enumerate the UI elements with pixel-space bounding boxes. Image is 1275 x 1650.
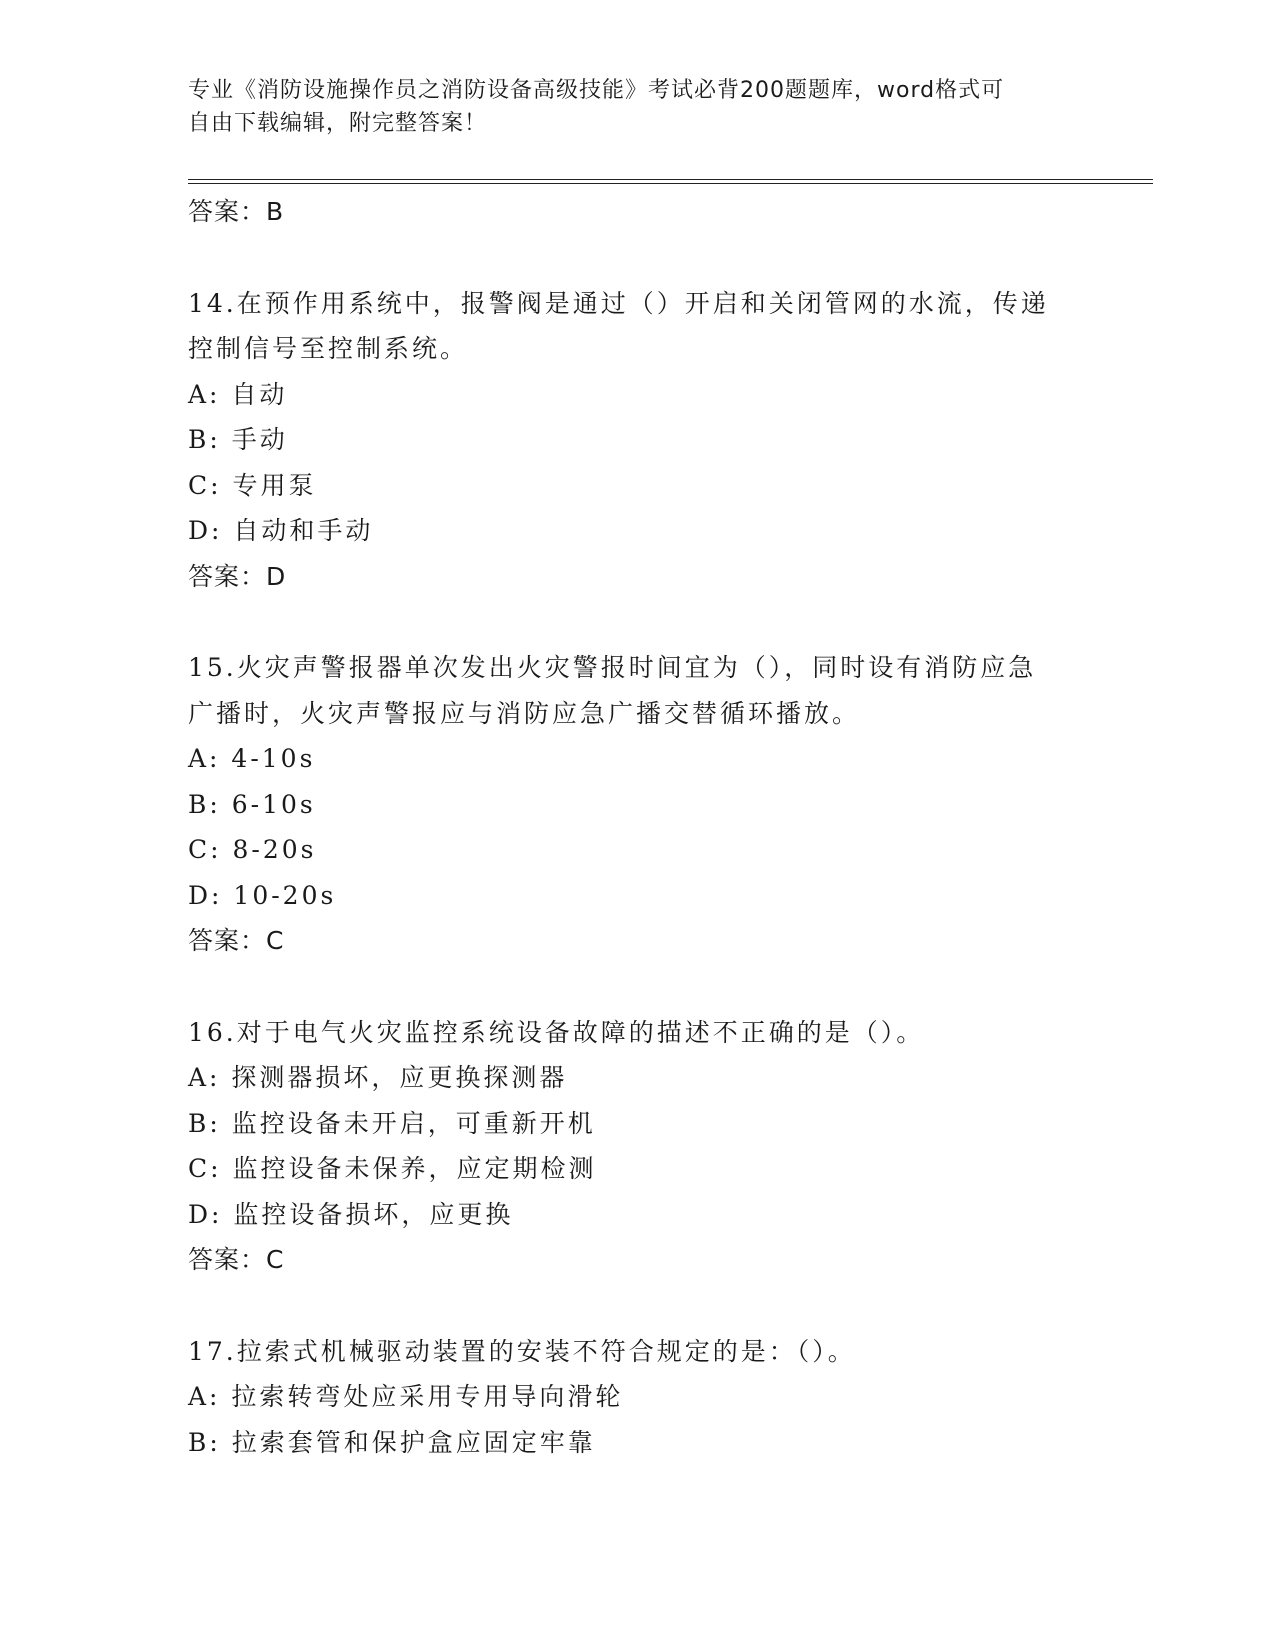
text-line: B: 监控设备未开启，可重新开机	[188, 1108, 596, 1138]
text-line: D: 监控设备损坏，应更换	[188, 1199, 514, 1229]
text-line: 17.拉索式机械驱动装置的安装不符合规定的是：（）。	[188, 1336, 856, 1366]
text-line: D: 10-20s	[188, 880, 337, 910]
text-line: C: 8-20s	[188, 835, 317, 864]
header-rule-top	[188, 179, 1153, 180]
answer-line: 答案：B	[188, 197, 285, 226]
header-line-2: 自由下载编辑，附完整答案！	[188, 111, 488, 136]
header-rule-bottom	[188, 183, 1153, 184]
spacer	[188, 235, 1088, 281]
answer-line: 答案：C	[188, 1245, 285, 1274]
text-line: 15.火灾声警报器单次发出火灾警报时间宜为（），同时设有消防应急	[188, 653, 1037, 682]
text-line: B: 拉索套管和保护盒应固定牢靠	[188, 1427, 596, 1457]
text-line: A: 探测器损坏，应更换探测器	[188, 1063, 568, 1092]
text-line: 控制信号至控制系统。	[188, 334, 469, 363]
header-line-1: 专业《消防设施操作员之消防设备高级技能》考试必背200题题库，word格式可	[188, 78, 1005, 103]
text-line: C: 专用泵	[188, 470, 317, 500]
spacer	[188, 599, 1088, 645]
text-line: C: 监控设备未保养，应定期检测	[188, 1154, 597, 1183]
text-line: D: 自动和手动	[188, 516, 374, 545]
answer-line: 答案：C	[188, 926, 285, 955]
text-line: 16.对于电气火灾监控系统设备故障的描述不正确的是（）。	[188, 1017, 925, 1047]
spacer	[188, 1283, 1088, 1329]
spacer	[188, 964, 1088, 1010]
text-line: 14.在预作用系统中，报警阀是通过（）开启和关闭管网的水流，传递	[188, 288, 1049, 318]
text-line: B: 手动	[188, 425, 288, 454]
document-header	[188, 74, 1088, 140]
text-line: A: 拉索转弯处应采用专用导向滑轮	[188, 1382, 624, 1411]
text-line: A: 4-10s	[188, 744, 316, 773]
text-line: 广播时，火灾声警报应与消防应急广播交替循环播放。	[188, 698, 861, 728]
answer-line: 答案：D	[188, 561, 287, 591]
text-line: A: 自动	[188, 379, 288, 409]
question-list	[188, 189, 1088, 1465]
text-line: B: 6-10s	[188, 789, 316, 819]
